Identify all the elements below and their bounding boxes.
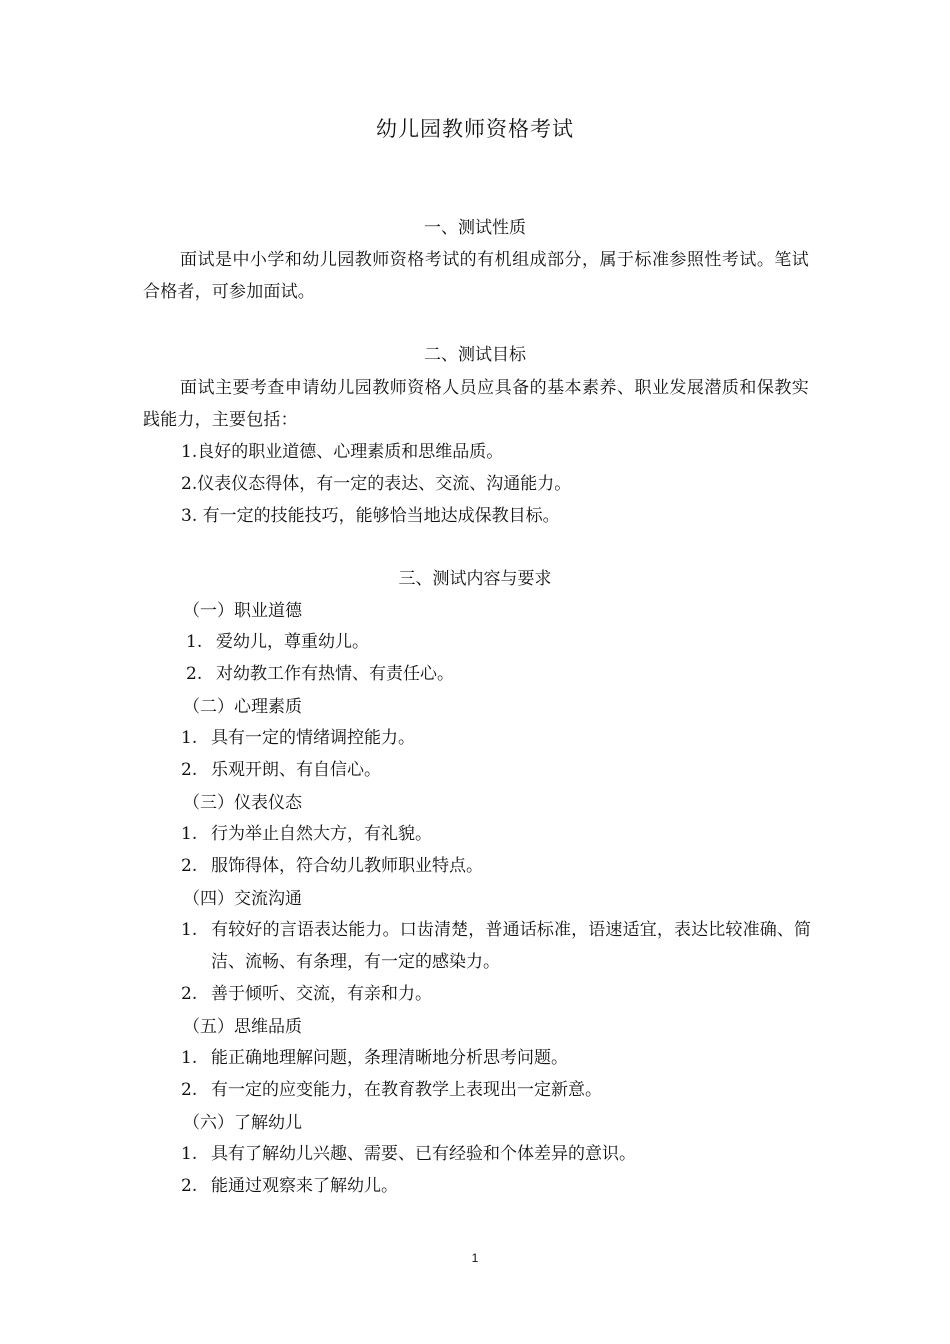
list-item [186,626,816,658]
list-item-number: 1. [186,632,203,652]
list-item [181,1042,811,1074]
list-item [181,850,811,882]
list-item-text: 具有了解幼儿兴趣、需要、已有经验和个体差异的意识。 [211,1144,636,1164]
list-item-number: 1. [181,1144,198,1164]
list-item-number: 2. [181,1080,198,1100]
list-item-text: 乐观开朗、有自信心。 [211,760,381,780]
list-item-text: 善于倾听、交流，有亲和力。 [211,984,432,1004]
list-item [181,1138,811,1170]
list-item-text: 行为举止自然大方，有礼貌。 [211,824,432,844]
list-item [181,722,811,754]
list-item-number: 1. [181,824,198,844]
document-title: 幼儿园教师资格考试 [376,117,574,141]
list-item-number: 2. [181,760,198,780]
section-heading-content: 三、测试内容与要求 [398,569,552,589]
list-item-text: 具有一定的情绪调控能力。 [211,728,415,748]
group-title-understanding-children: （六）了解幼儿 [183,1113,302,1133]
group-title-appearance: （三）仪表仪态 [183,793,302,813]
goal-item: 1.良好的职业道德、心理素质和思维品质。 [181,442,504,462]
list-item-text: 有一定的应变能力，在教育教学上表现出一定新意。 [211,1080,602,1100]
group-title-thinking: （五）思维品质 [183,1017,302,1037]
list-item [181,914,811,978]
list-item [181,818,811,850]
list-item [181,1074,811,1106]
goal-item: 3. 有一定的技能技巧，能够恰当地达成保教目标。 [181,506,560,526]
section-heading-goals: 二、测试目标 [424,345,526,365]
group-title-ethics: （一）职业道德 [183,601,302,621]
list-item-number: 2. [181,856,198,876]
list-item-number: 2. [186,664,203,684]
group-title-psychology: （二）心理素质 [183,697,302,717]
list-item-number: 1. [181,920,198,940]
list-item [181,754,811,786]
page-number: 1 [471,1251,479,1265]
list-item [186,658,816,690]
list-item-number: 1. [181,1048,198,1068]
list-item [181,1170,811,1202]
section-heading-nature: 一、测试性质 [424,218,526,238]
list-item-text: 有较好的言语表达能力。口齿清楚，普通话标准，语速适宜，表达比较准确、简洁、流畅、有条理，有一定的感染力。 [211,920,811,972]
list-item-text: 对幼教工作有热情、有责任心。 [216,664,454,684]
list-item-number: 1. [181,728,198,748]
list-item-number: 2. [181,1176,198,1196]
list-item-text: 服饰得体，符合幼儿教师职业特点。 [211,856,483,876]
list-item [181,978,811,1010]
goal-item: 2.仪表仪态得体，有一定的表达、交流、沟通能力。 [181,474,572,494]
list-item-text: 能通过观察来了解幼儿。 [211,1176,398,1196]
list-item-number: 2. [181,984,198,1004]
section-paragraph-goals: 面试主要考查申请幼儿园教师资格人员应具备的基本素养、职业发展潜质和保教实践能力，主要包括： [143,378,809,430]
section-paragraph-nature: 面试是中小学和幼儿园教师资格考试的有机组成部分，属于标准参照性考试。笔试合格者，可参加面试。 [143,250,809,302]
list-item-text: 能正确地理解问题，条理清晰地分析思考问题。 [211,1048,568,1068]
list-item-text: 爱幼儿，尊重幼儿。 [216,632,369,652]
group-title-communication: （四）交流沟通 [183,889,302,909]
